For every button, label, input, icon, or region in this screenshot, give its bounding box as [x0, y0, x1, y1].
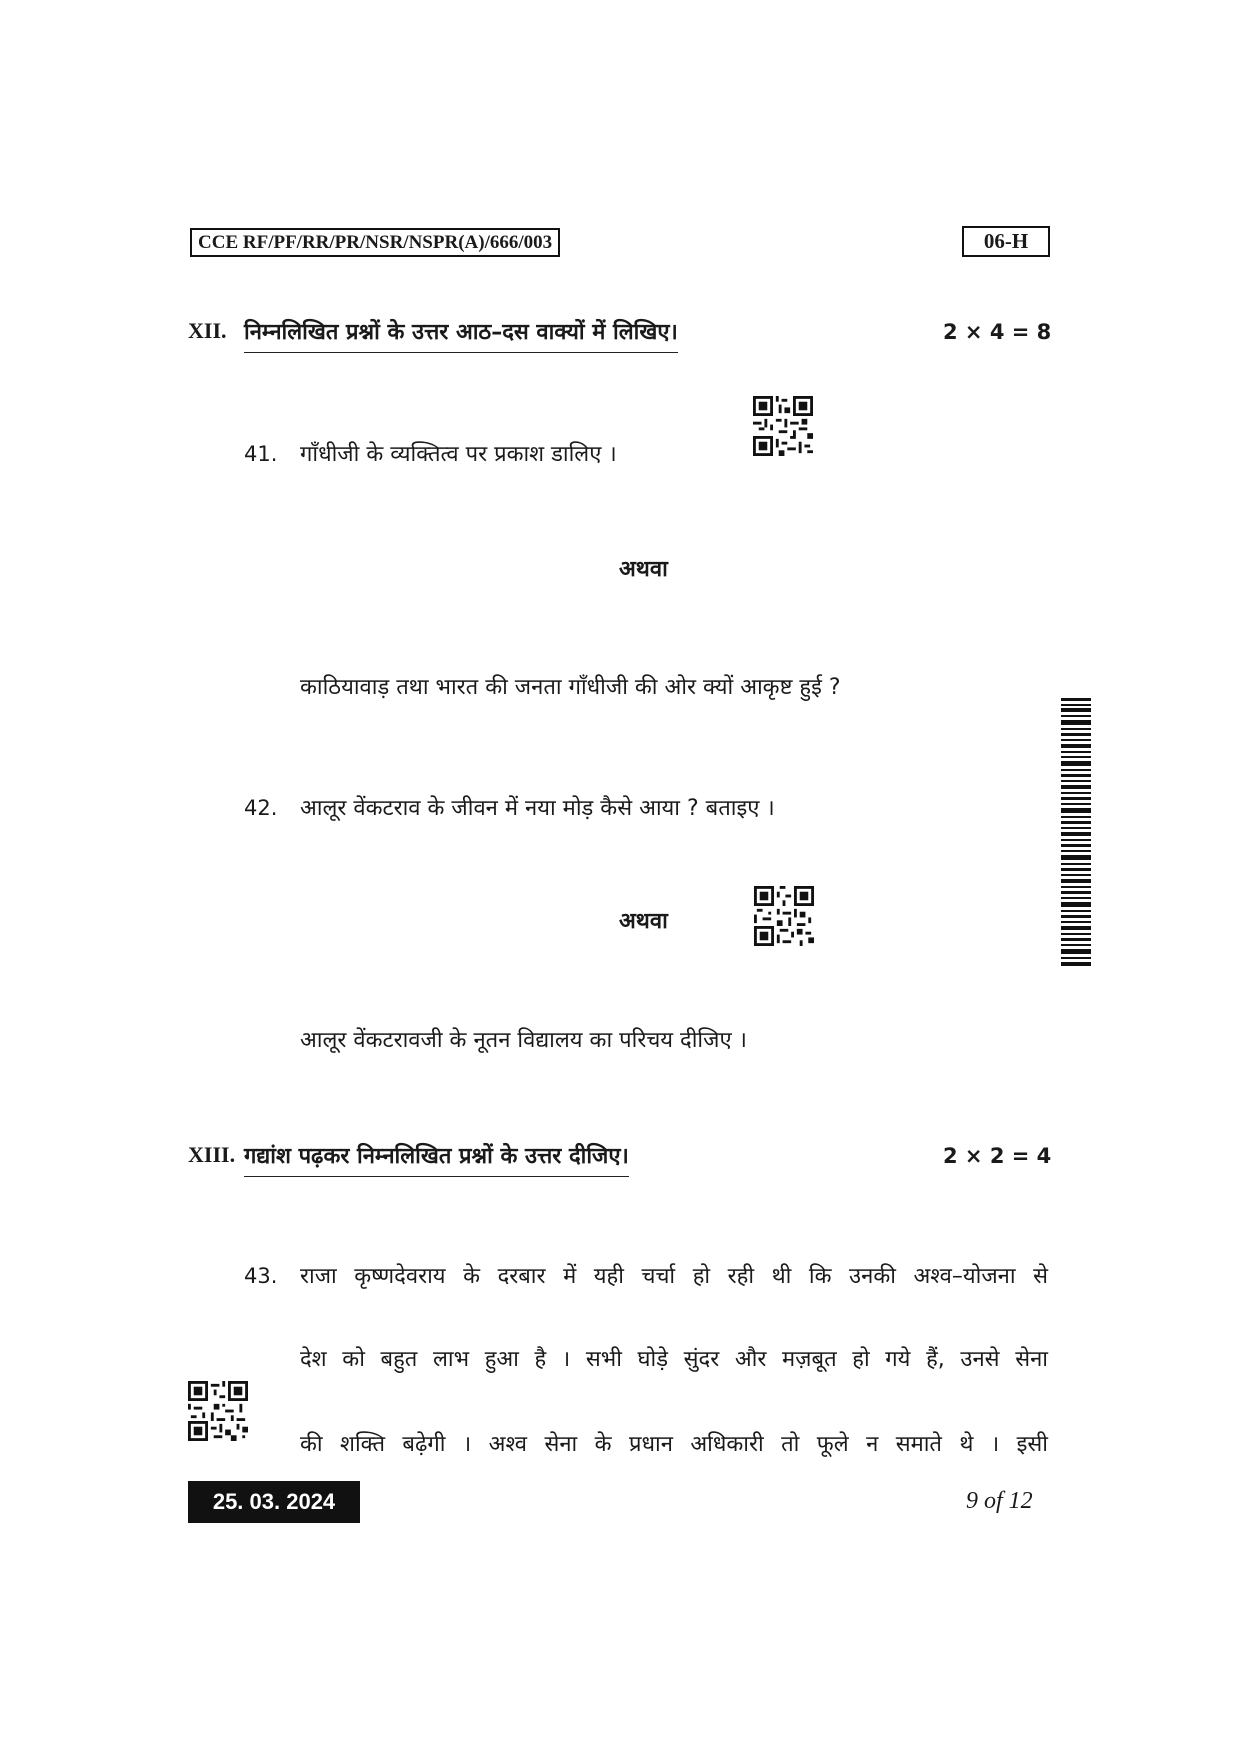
- passage-line: देश को बहुत लाभ हुआ है । सभी घोड़े सुंदर और मज़बूत हो गये हैं, उनसे सेना: [300, 1347, 1048, 1372]
- qr-code-icon: [754, 886, 814, 946]
- section-title: गद्यांश पढ़कर निम्नलिखित प्रश्नों के उत्तर दीजिए।: [244, 1140, 629, 1177]
- section-marks: 2 × 4 = 8: [943, 320, 1052, 344]
- section-marks: 2 × 2 = 4: [943, 1144, 1052, 1168]
- section-title: निम्नलिखित प्रश्नों के उत्तर आठ–दस वाक्यों में लिखिए।: [244, 316, 678, 353]
- question-text: आलूर वेंकटराव के जीवन में नया मोड़ कैसे आया ? बताइए ।: [300, 796, 775, 821]
- question-number: 41.: [244, 442, 278, 466]
- question-number: 42.: [244, 796, 278, 820]
- or-label: अथवा: [619, 909, 668, 934]
- passage-line: की शक्ति बढ़ेगी । अश्व सेना के प्रधान अधिकारी तो फूले न समाते थे । इसी: [300, 1432, 1048, 1457]
- qr-code-icon: [753, 396, 813, 456]
- alternative-question-text: काठियावाड़ तथा भारत की जनता गाँधीजी की ओर क्यों आकृष्ट हुई ?: [300, 675, 841, 700]
- passage-line: राजा कृष्णदेवराय के दरबार में यही चर्चा हो रही थी कि उनकी अश्व–योजना से: [300, 1264, 1048, 1289]
- question-number: 43.: [244, 1264, 278, 1288]
- paper-id: 06-H: [962, 226, 1050, 257]
- section-number: XIII.: [188, 1142, 236, 1167]
- alternative-question-text: आलूर वेंकटरावजी के नूतन विद्यालय का परिचय दीजिए ।: [300, 1028, 747, 1053]
- page-number: 9 of 12: [966, 1488, 1033, 1514]
- question-text: गाँधीजी के व्यक्तित्व पर प्रकाश डालिए ।: [300, 442, 617, 467]
- barcode-icon: [1061, 698, 1091, 966]
- qr-code-icon: [188, 1381, 248, 1441]
- section-number: XII.: [188, 318, 227, 343]
- exam-date: 25. 03. 2024: [188, 1481, 360, 1523]
- paper-code: CCE RF/PF/RR/PR/NSR/NSPR(A)/666/003: [190, 228, 560, 257]
- or-label: अथवा: [619, 557, 668, 582]
